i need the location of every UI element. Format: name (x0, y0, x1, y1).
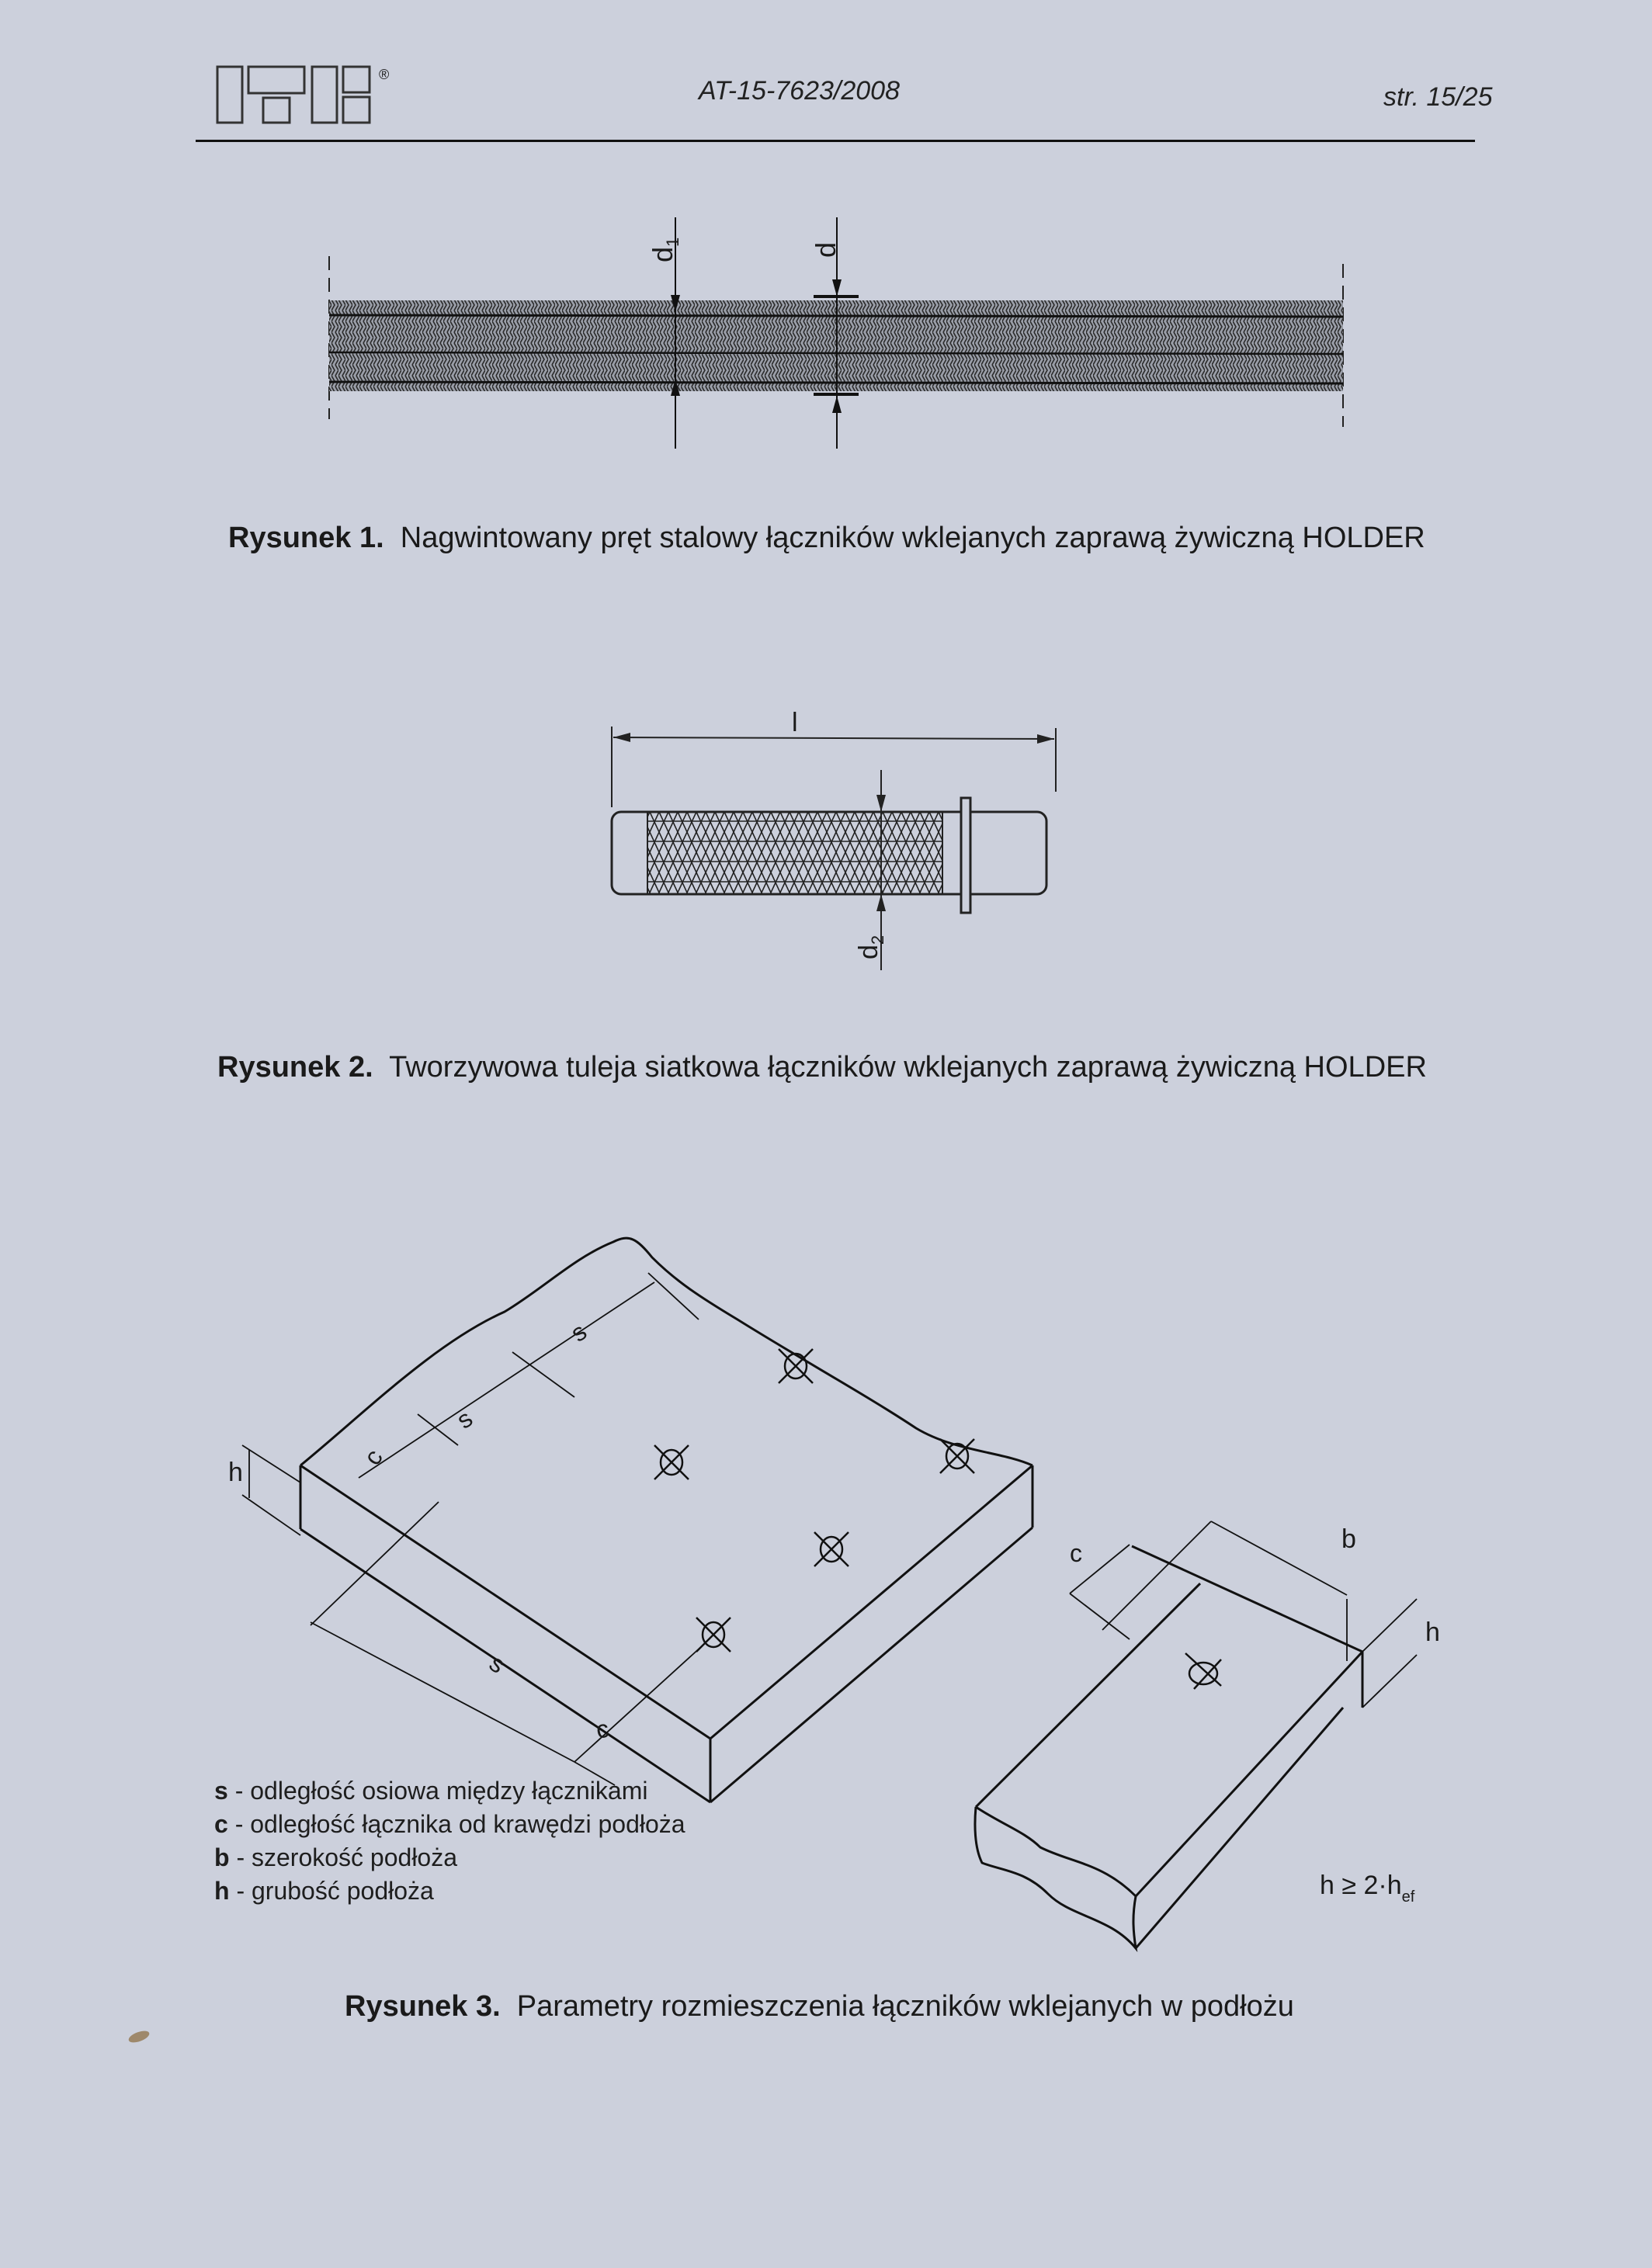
page-number: str. 15/25 (1383, 82, 1493, 112)
h-left-extension-top (242, 1445, 300, 1483)
itb-logo (214, 62, 401, 140)
logo-block (312, 67, 337, 123)
figure-1-title: Nagwintowany pręt stalowy łączników wklejanych zaprawą żywiczną HOLDER (400, 522, 1425, 554)
legend-item-b: b - szerokość podłoża (214, 1843, 458, 1871)
figure-3-number: Rysunek 3. (345, 1990, 501, 2023)
logo-block (217, 67, 242, 123)
s-top-label: s (565, 1317, 592, 1347)
s-bottom-dimension (311, 1622, 574, 1762)
narrow-slab-bottom-edge (1136, 1708, 1343, 1948)
d-label: d (810, 241, 842, 258)
logo-block (248, 67, 304, 93)
l-arrow-right (1037, 734, 1054, 744)
l-arrow-left (613, 733, 630, 742)
logo-block (343, 97, 370, 123)
narrow-slab-left-edge (976, 1583, 1200, 1807)
anchor-icon (814, 1532, 849, 1566)
anchor-icon (779, 1349, 813, 1383)
figure-2-number: Rysunek 2. (217, 1051, 373, 1084)
h-left-extension-bottom (242, 1495, 300, 1535)
slab-bottom-left-edge (300, 1529, 710, 1802)
slab-top-edge-broken (300, 1238, 1032, 1465)
figure-3-caption (345, 1990, 1294, 2024)
d-arrow-bottom (832, 396, 842, 413)
anchor-icon (696, 1618, 731, 1652)
narrow-slab-broken-end (975, 1807, 1136, 1948)
anchor-icon (940, 1439, 974, 1473)
s-extension-top (648, 1273, 699, 1320)
c-bottom-label: c (593, 1714, 611, 1744)
figure-1-threaded-rod (311, 202, 1366, 450)
h-right-label: h (1425, 1618, 1440, 1647)
b-dimension (1211, 1521, 1347, 1595)
h-left-label: h (228, 1458, 243, 1487)
slab-bottom-right-edge (710, 1528, 1032, 1802)
d2-arrow-top (876, 795, 886, 812)
anchor-icon (654, 1445, 689, 1479)
logo-block (343, 67, 370, 92)
c-bottom-extension (574, 1646, 703, 1762)
h-right-extension-top (1362, 1599, 1417, 1652)
slab-front-left-edge (300, 1465, 710, 1739)
narrow-slab-back-edge (1132, 1546, 1362, 1652)
anchor-icon (1185, 1653, 1221, 1689)
slab-front-right-edge (710, 1465, 1032, 1739)
figure-2-caption (217, 1051, 1427, 1084)
s-mid-label: s (451, 1404, 478, 1434)
figure-3-title: Parametry rozmieszczenia łączników wklejanych w podłożu (516, 1990, 1294, 2023)
s-bottom-extension-left (311, 1502, 439, 1625)
d2-arrow-bottom (876, 894, 886, 911)
figure-1-caption (228, 522, 1425, 555)
figure-3-legend (214, 1774, 685, 1908)
l-label: l (792, 708, 798, 737)
d1-label: $d_1$ (647, 237, 682, 262)
thickness-formula: $h \ge 2\cdot h_{ef}$ (1320, 1871, 1415, 1906)
legend-item-h: h - grubość podłoża (214, 1877, 434, 1905)
s-bottom-label: s (484, 1649, 511, 1679)
d2-label: $d_2$ (854, 935, 887, 959)
registered-mark: ® (379, 67, 390, 82)
b-right-label: b (1341, 1524, 1356, 1554)
ink-mark (127, 2029, 151, 2045)
figure-2-mesh-sleeve (590, 699, 1087, 994)
c-right-extension (1070, 1593, 1130, 1639)
header-divider (196, 140, 1475, 142)
legend-item-c: c - odległość łącznika od krawędzi podłoża (214, 1810, 685, 1838)
h-right-extension-bottom (1362, 1655, 1417, 1708)
figure-2-title: Tworzywowa tuleja siatkowa łączników wklejanych zaprawą żywiczną HOLDER (389, 1051, 1427, 1084)
narrow-slab-front-edge (1136, 1652, 1362, 1896)
c-right-label: c (1070, 1539, 1082, 1567)
l-dimension-line (613, 737, 1054, 739)
document-number: AT-15-7623/2008 (699, 76, 900, 106)
s-extension-mid (512, 1352, 574, 1397)
sleeve-collar (961, 798, 970, 913)
c-left-label: c (358, 1444, 388, 1471)
d-arrow-top (832, 279, 842, 297)
figure-1-number: Rysunek 1. (228, 522, 384, 554)
logo-block (263, 98, 290, 123)
c-extension (418, 1414, 458, 1445)
legend-item-s: s - odległość osiowa między łącznikami (214, 1777, 648, 1805)
